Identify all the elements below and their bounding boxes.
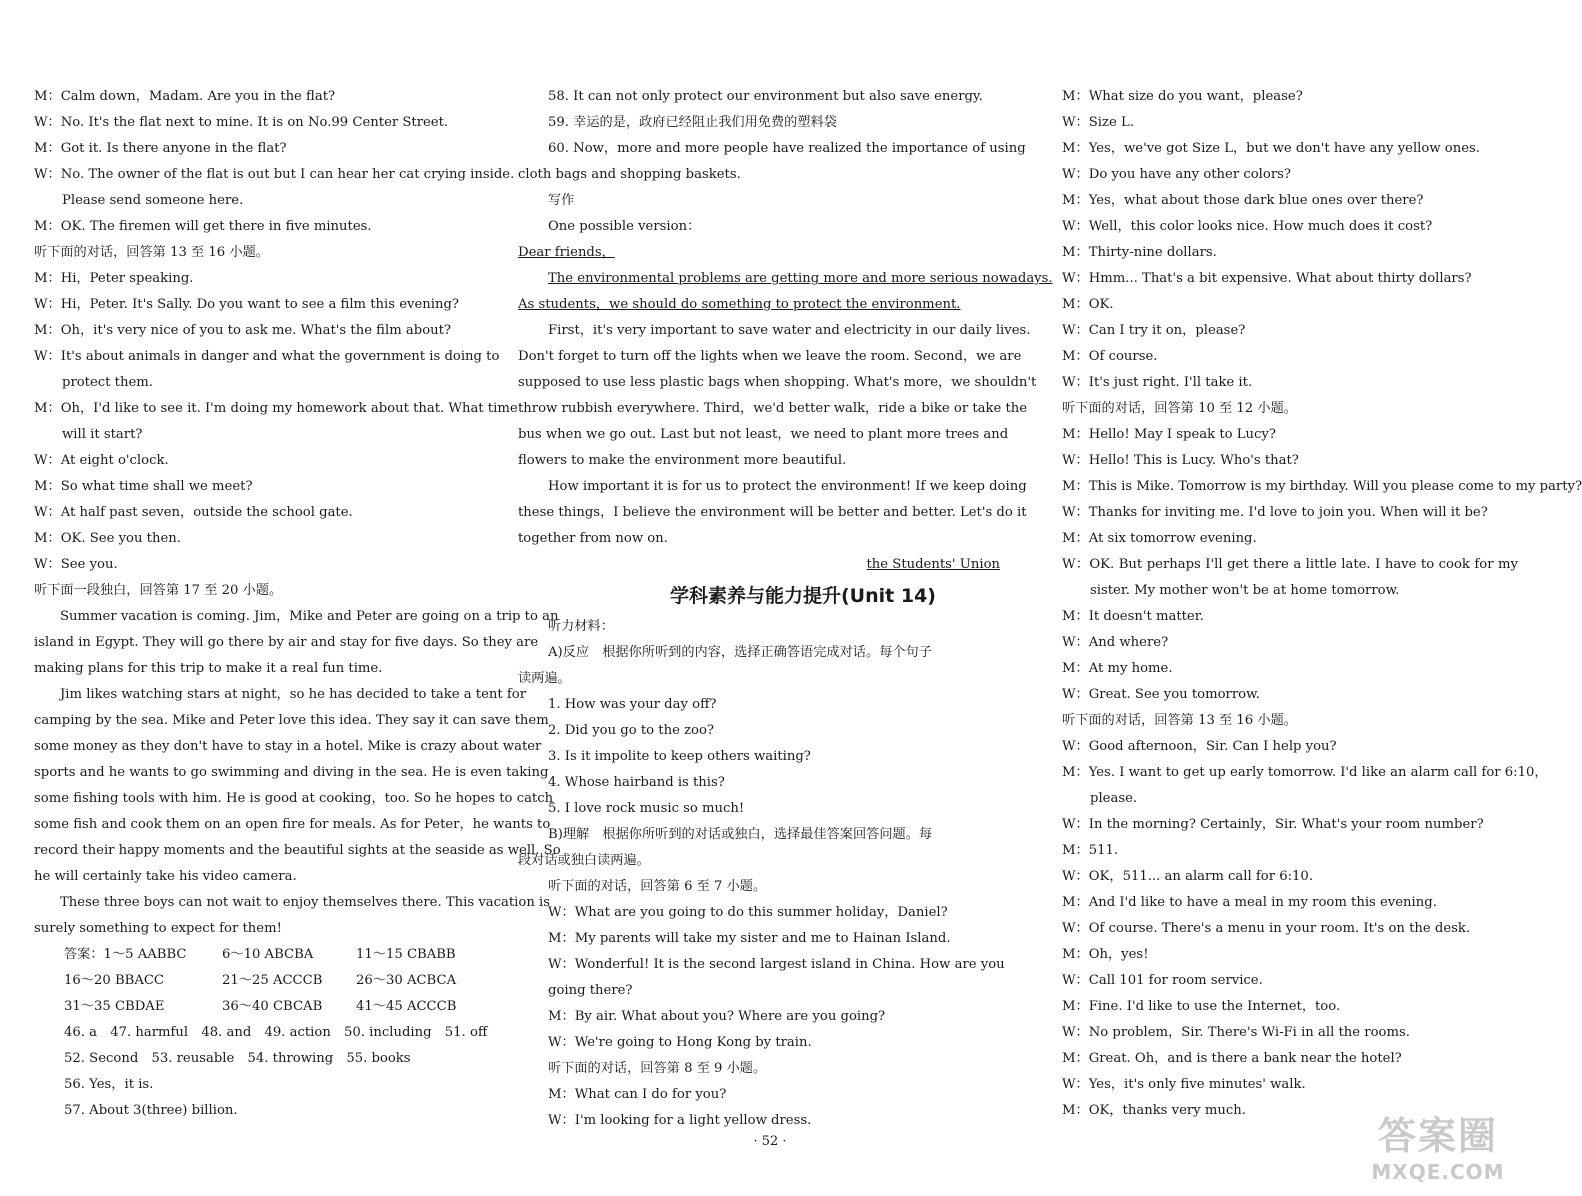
text-line: W：What are you going to do this summer holiday，Daniel?	[548, 905, 948, 920]
text-line: W：Hello! This is Lucy. Who's that?	[1062, 453, 1299, 468]
text-line: M：What size do you want，please?	[1062, 89, 1303, 104]
answer-cell: 6～10 ABCBA	[222, 947, 314, 962]
text-line: M：Hi，Peter speaking.	[34, 271, 194, 286]
text-line: 57. About 3(three) billion.	[64, 1103, 238, 1118]
text-line: he will certainly take his video camera.	[34, 869, 297, 884]
text-line: M：OK. See you then.	[34, 531, 181, 546]
answer-key	[34, 942, 486, 1020]
text-line: M：This is Mike. Tomorrow is my birthday. Will you please come to my party?	[1062, 479, 1582, 494]
listening-material	[518, 614, 1005, 1134]
text-line: M：511.	[1062, 843, 1119, 858]
text-line: 听下面一段独白，回答第 17 至 20 小题。	[34, 583, 283, 598]
text-line: Summer vacation is coming. Jim，Mike and Peter are going on a trip to an	[60, 609, 559, 624]
text-line: surely something to expect for them!	[34, 921, 282, 936]
text-line: the Students' Union	[866, 557, 1000, 572]
text-line: 听下面的对话，回答第 13 至 16 小题。	[34, 245, 269, 260]
text-line: 46. a 47. harmful 48. and 49. action 50. including 51. off	[64, 1025, 488, 1040]
text-line: W：Great. See you tomorrow.	[1062, 687, 1260, 702]
text-line: Don't forget to turn off the lights when we leave the room. Second，we are	[518, 349, 1022, 364]
text-line: W：It's just right. I'll take it.	[1062, 375, 1253, 390]
text-line: W：Size L.	[1062, 115, 1134, 130]
text-line: W：Call 101 for room service.	[1062, 973, 1263, 988]
column-right-lines	[1062, 84, 1582, 1124]
text-line: going there?	[548, 983, 633, 998]
answer-cell: 41～45 ACCCB	[356, 999, 457, 1014]
text-line: M：OK，thanks very much.	[1062, 1103, 1246, 1118]
text-line: W：It's about animals in danger and what the government is doing to	[34, 349, 500, 364]
text-line: throw rubbish everywhere. Third，we'd better walk，ride a bike or take the	[518, 401, 1028, 416]
text-line: M：At six tomorrow evening.	[1062, 531, 1257, 546]
text-line: 56. Yes，it is.	[64, 1077, 154, 1092]
answer-cell: 21～25 ACCCB	[222, 973, 323, 988]
answer-key-continued	[34, 1020, 486, 1124]
page-number: · 52 ·	[753, 1134, 787, 1149]
text-line: 4. Whose hairband is this?	[548, 775, 725, 790]
answer-cell: 36～40 CBCAB	[222, 999, 323, 1014]
text-line: M：So what time shall we meet?	[34, 479, 253, 494]
text-line: W：OK，511... an alarm call for 6:10.	[1062, 869, 1314, 884]
column-middle	[518, 84, 1053, 1134]
text-line: 写作	[548, 193, 575, 208]
text-line: W：Yes，it's only five minutes' walk.	[1062, 1077, 1306, 1092]
text-line: 2. Did you go to the zoo?	[548, 723, 714, 738]
text-line: bus when we go out. Last but not least，we need to plant more trees and	[518, 427, 1009, 442]
text-line: W：See you.	[34, 557, 118, 572]
text-line: These three boys can not wait to enjoy themselves there. This vacation is	[60, 895, 551, 910]
column-middle-lines	[518, 84, 1053, 578]
text-line: 59. 幸运的是，政府已经阻止我们用免费的塑料袋	[548, 115, 837, 130]
text-line: W：Do you have any other colors?	[1062, 167, 1291, 182]
answer-row	[34, 968, 486, 994]
text-line: 听下面的对话，回答第 6 至 7 小题。	[548, 879, 767, 894]
text-line: W：At half past seven，outside the school gate.	[34, 505, 353, 520]
text-line: W：Wonderful! It is the second largest island in China. How are you	[548, 957, 1005, 972]
text-line: Please send someone here.	[62, 193, 244, 208]
answer-cell: 26～30 ACBCA	[356, 973, 457, 988]
column-right	[1062, 84, 1582, 1124]
text-line: M：My parents will take my sister and me to Hainan Island.	[548, 931, 951, 946]
answer-cell: 16～20 BBACC	[64, 973, 165, 988]
text-line: M：Fine. I'd like to use the Internet，too.	[1062, 999, 1341, 1014]
text-line: M：By air. What about you? Where are you going?	[548, 1009, 886, 1024]
text-line: How important it is for us to protect the environment! If we keep doing	[548, 479, 1027, 494]
text-line: W：I'm looking for a light yellow dress.	[548, 1113, 812, 1128]
text-line: island in Egypt. They will go there by air and stay for five days. So they are	[34, 635, 539, 650]
text-line: M：Of course.	[1062, 349, 1158, 364]
answer-cell: 31～35 CBDAE	[64, 999, 165, 1014]
text-line: W：At eight o'clock.	[34, 453, 169, 468]
text-line: W：No. The owner of the flat is out but I can hear her cat crying inside.	[34, 167, 515, 182]
text-line: M：Yes，we've got Size L，but we don't have any yellow ones.	[1062, 141, 1480, 156]
answer-row	[34, 942, 486, 968]
answer-cell: 11～15 CBABB	[356, 947, 456, 962]
text-line: M：Great. Oh，and is there a bank near the hotel?	[1062, 1051, 1402, 1066]
text-line: M：OK.	[1062, 297, 1114, 312]
text-line: 58. It can not only protect our environment but also save energy.	[548, 89, 983, 104]
text-line: W：We're going to Hong Kong by train.	[548, 1035, 812, 1050]
text-line: protect them.	[62, 375, 153, 390]
text-line: M：Oh，yes!	[1062, 947, 1149, 962]
text-line: M：Oh，I'd like to see it. I'm doing my homework about that. What time	[34, 401, 518, 416]
text-line: M：Oh，it's very nice of you to ask me. What's the film about?	[34, 323, 452, 338]
watermark-logo	[1348, 1112, 1528, 1190]
text-line: W：And where?	[1062, 635, 1169, 650]
text-line: sports and he wants to go swimming and diving in the sea. He is even taking	[34, 765, 549, 780]
text-line: 3. Is it impolite to keep others waiting?	[548, 749, 811, 764]
text-line: Jim likes watching stars at night，so he has decided to take a tent for	[60, 687, 527, 702]
text-line: will it start?	[62, 427, 143, 442]
text-line: W：No problem，Sir. There's Wi-Fi in all the rooms.	[1062, 1025, 1410, 1040]
text-line: W：No. It's the flat next to mine. It is on No.99 Center Street.	[34, 115, 449, 130]
text-line: First，it's very important to save water and electricity in our daily lives.	[548, 323, 1031, 338]
text-line: M：At my home.	[1062, 661, 1173, 676]
text-line: 听力材料：	[548, 619, 614, 634]
text-line: As students，we should do something to protect the environment.	[518, 297, 961, 312]
text-line: flowers to make the environment more beautiful.	[518, 453, 847, 468]
text-line: Dear friends，	[518, 245, 615, 260]
text-line: B)理解 根据你所听到的对话或独白，选择最佳答案回答问题。每	[548, 827, 933, 842]
text-line: W：Well，this color looks nice. How much does it cost?	[1062, 219, 1433, 234]
watermark-main: 答案圈	[1377, 1114, 1498, 1158]
text-line: W：Thanks for inviting me. I'd love to join you. When will it be?	[1062, 505, 1488, 520]
text-line: 听下面的对话，回答第 13 至 16 小题。	[1062, 713, 1297, 728]
text-line: together from now on.	[518, 531, 668, 546]
text-line: W：Hi，Peter. It's Sally. Do you want to see a film this evening?	[34, 297, 460, 312]
text-line: W：Good afternoon，Sir. Can I help you?	[1062, 739, 1337, 754]
text-line: M：It doesn't matter.	[1062, 609, 1204, 624]
text-line: 段对话或独白读两遍。	[518, 853, 650, 868]
text-line: M：Thirty-nine dollars.	[1062, 245, 1217, 260]
text-line: camping by the sea. Mike and Peter love this idea. They say it can save them	[34, 713, 549, 728]
text-line: 52. Second 53. reusable 54. throwing 55. books	[64, 1051, 411, 1066]
text-line: M：Yes，what about those dark blue ones over there?	[1062, 193, 1424, 208]
answer-row	[34, 994, 486, 1020]
text-line: A)反应 根据你所听到的内容，选择正确答语完成对话。每个句子	[548, 645, 932, 660]
text-line: W：Hmm... That's a bit expensive. What about thirty dollars?	[1062, 271, 1472, 286]
text-line: W：Of course. There's a menu in your room. It's on the desk.	[1062, 921, 1471, 936]
text-line: M：OK. The firemen will get there in five minutes.	[34, 219, 372, 234]
text-line: supposed to use less plastic bags when shopping. What's more，we shouldn't	[518, 375, 1037, 390]
text-line: 听下面的对话，回答第 10 至 12 小题。	[1062, 401, 1297, 416]
text-line: One possible version：	[548, 219, 701, 234]
text-line: W：In the morning? Certainly，Sir. What's your room number?	[1062, 817, 1484, 832]
text-line: sister. My mother won't be at home tomorrow.	[1090, 583, 1400, 598]
text-line: some fish and cook them on an open fire for meals. As for Peter，he wants to	[34, 817, 551, 832]
text-line: 读两遍。	[518, 671, 571, 686]
text-line: some money as they don't have to stay in a hotel. Mike is crazy about water	[34, 739, 542, 754]
text-line: M：And I'd like to have a meal in my room this evening.	[1062, 895, 1437, 910]
text-line: M：What can I do for you?	[548, 1087, 727, 1102]
text-line: these things，I believe the environment will be better and better. Let's do it	[518, 505, 1027, 520]
text-line: 5. I love rock music so much!	[548, 801, 745, 816]
text-line: W：Can I try it on，please?	[1062, 323, 1246, 338]
text-line: W：OK. But perhaps I'll get there a little late. I have to cook for my	[1062, 557, 1518, 572]
text-line: M：Calm down，Madam. Are you in the flat?	[34, 89, 336, 104]
text-line: The environmental problems are getting more and more serious nowadays.	[548, 271, 1053, 286]
text-line: record their happy moments and the beautiful sights at the seaside as well. So	[34, 843, 561, 858]
answer-cell: 答案：1～5 AABBC	[64, 947, 187, 962]
text-line: M：Hello! May I speak to Lucy?	[1062, 427, 1276, 442]
text-line: 60. Now，more and more people have realized the importance of using	[548, 141, 1026, 156]
text-line: please.	[1090, 791, 1138, 806]
text-line: M：Got it. Is there anyone in the flat?	[34, 141, 287, 156]
text-line: cloth bags and shopping baskets.	[518, 167, 741, 182]
text-line: making plans for this trip to make it a real fun time.	[34, 661, 383, 676]
text-line: 听下面的对话，回答第 8 至 9 小题。	[548, 1061, 767, 1076]
text-line: M：Yes. I want to get up early tomorrow. I'd like an alarm call for 6:10，	[1062, 765, 1548, 780]
section-heading: 学科素养与能力提升(Unit 14)	[670, 585, 936, 607]
watermark-sub: MXQE.COM	[1371, 1160, 1505, 1184]
text-line: 1. How was your day off?	[548, 697, 717, 712]
text-line: some fishing tools with him. He is good at cooking，too. So he hopes to catch	[34, 791, 554, 806]
